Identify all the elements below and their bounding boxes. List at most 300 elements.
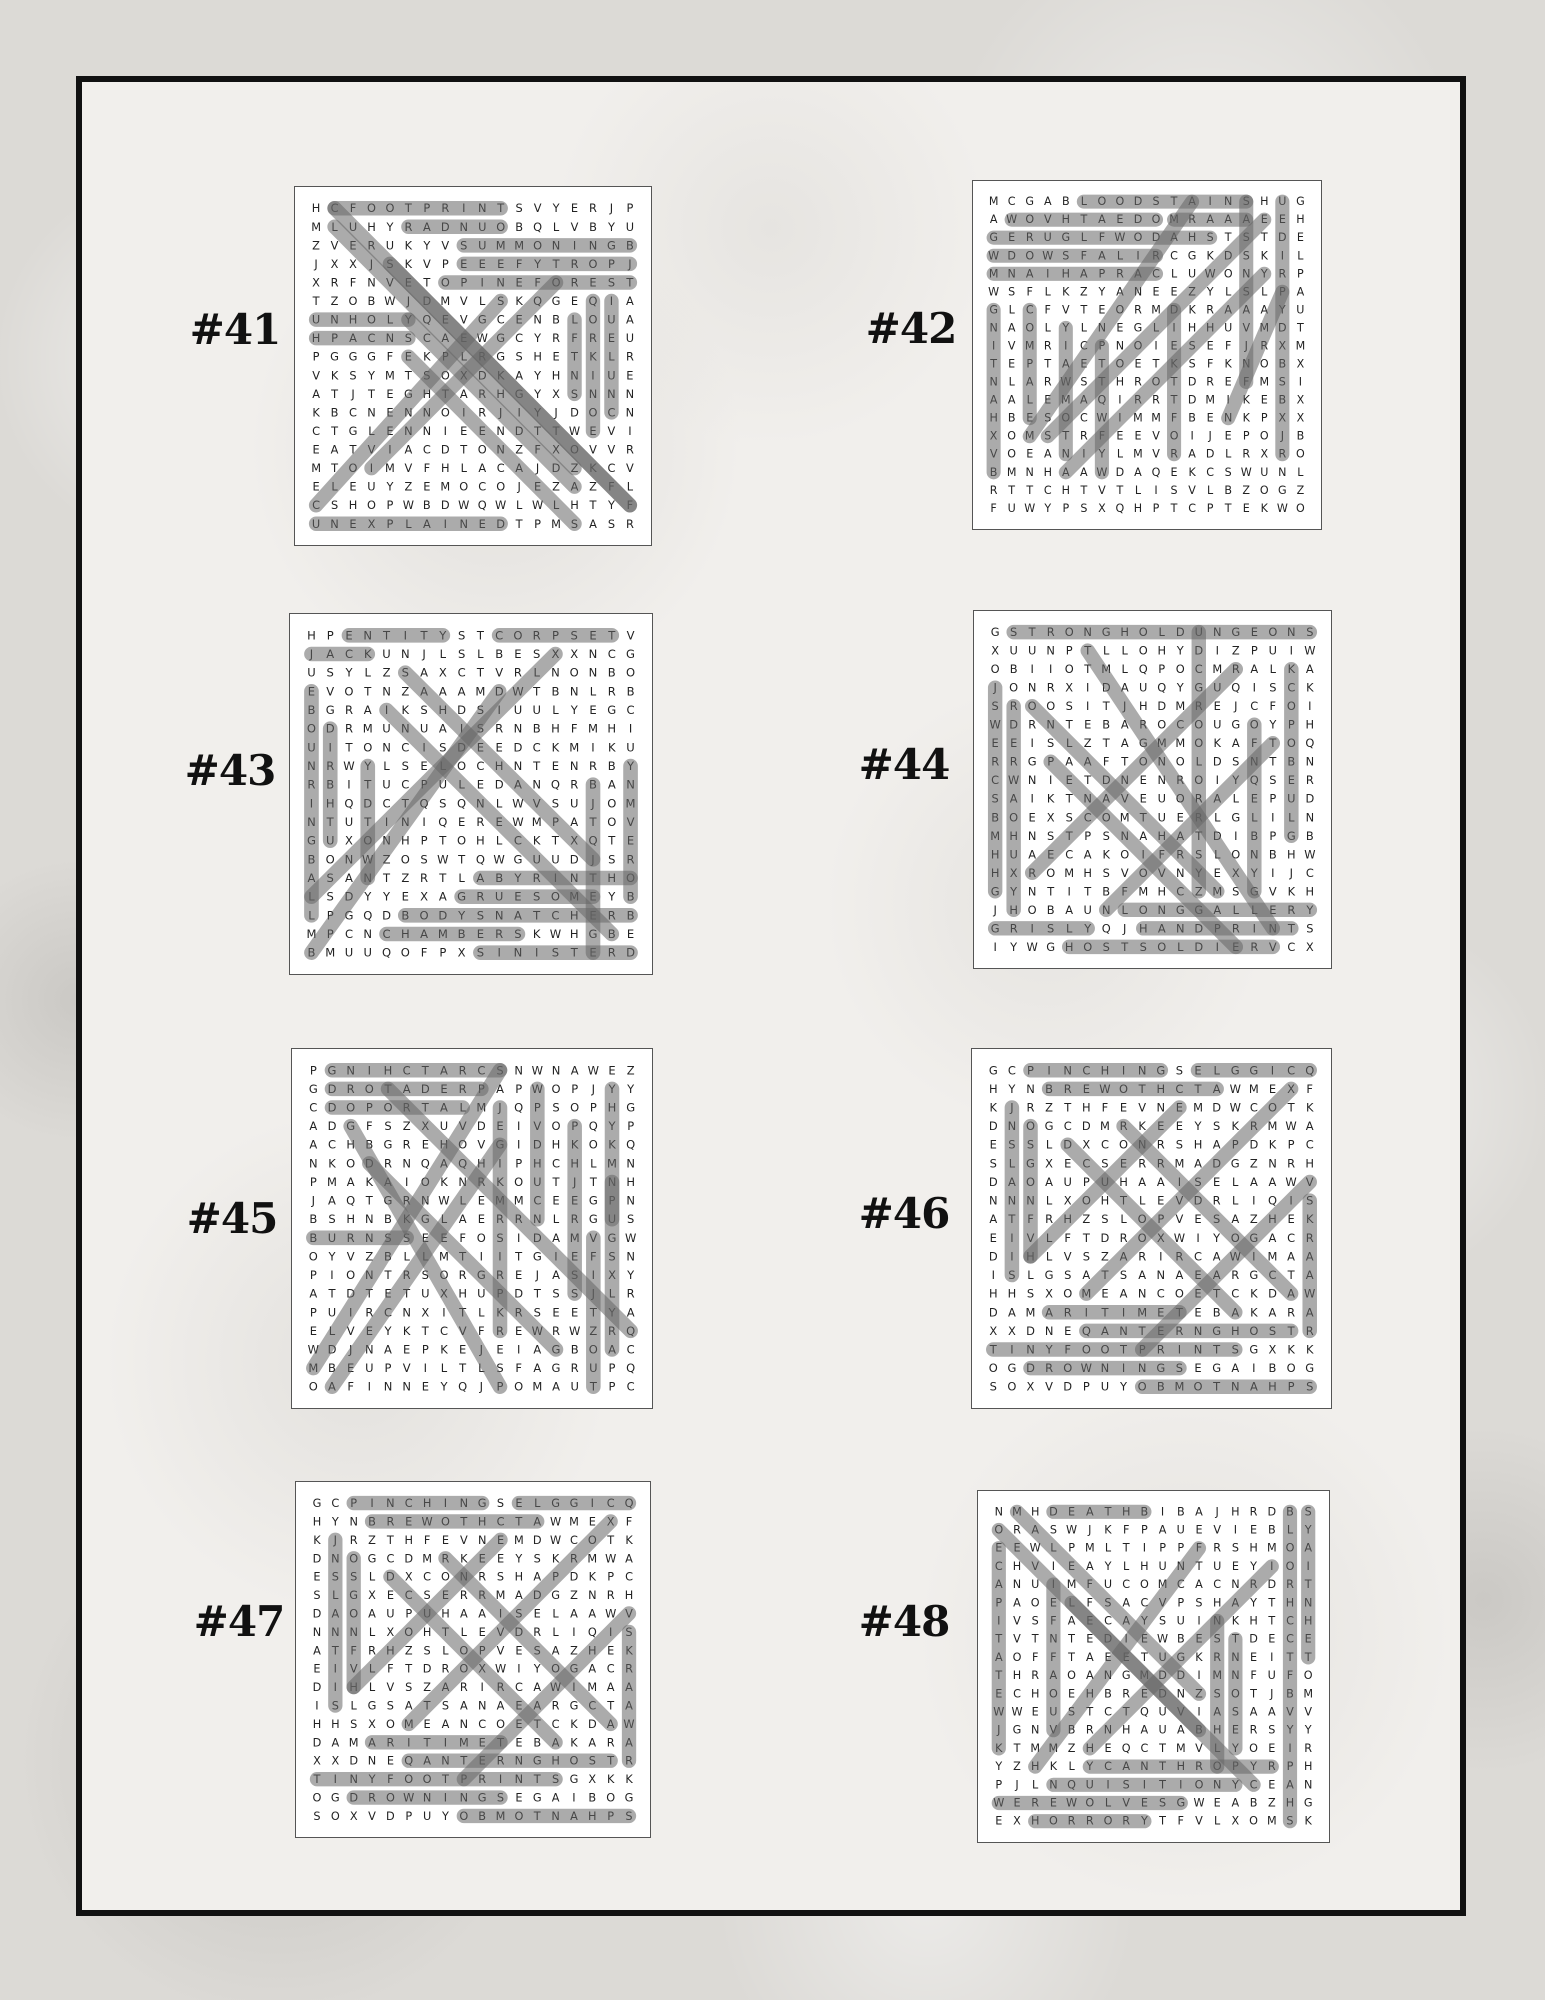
grid-letter: E xyxy=(552,1305,560,1320)
grid-letter: P xyxy=(1082,1379,1090,1394)
grid-letter: L xyxy=(1044,285,1051,299)
grid-letter: V xyxy=(346,1249,355,1264)
grid-letter: I xyxy=(1030,662,1034,677)
grid-letter: L xyxy=(1138,1193,1146,1208)
grid-letter: W xyxy=(568,423,581,438)
grid-letter: A xyxy=(1120,680,1129,695)
grid-letter: T xyxy=(1082,1230,1090,1245)
grid-letter: O xyxy=(1157,717,1167,732)
grid-letter: G xyxy=(1012,1723,1022,1737)
grid-letter: D xyxy=(457,703,467,717)
grid-letter: B xyxy=(533,1735,542,1750)
grid-letter: H xyxy=(988,1081,998,1096)
word-search-svg xyxy=(290,614,652,974)
grid-letter: B xyxy=(1224,483,1233,497)
grid-letter: Q xyxy=(588,1119,598,1134)
grid-letter: M xyxy=(495,1588,506,1603)
grid-letter: E xyxy=(1134,357,1142,371)
grid-letter: T xyxy=(476,665,484,680)
grid-letter: E xyxy=(386,386,394,401)
grid-letter: G xyxy=(1296,195,1305,209)
grid-letter: I xyxy=(404,1174,409,1189)
grid-letter: G xyxy=(1303,1796,1313,1810)
grid-letter: W xyxy=(549,927,562,941)
grid-letter: L xyxy=(1225,447,1232,461)
grid-letter: R xyxy=(476,815,485,829)
grid-letter: R xyxy=(1138,1156,1147,1171)
grid-letter: R xyxy=(552,1323,560,1338)
grid-letter: E xyxy=(1116,321,1124,335)
grid-letter: Z xyxy=(330,294,339,309)
grid-letter: M xyxy=(1193,1100,1203,1115)
grid-letter: A xyxy=(989,1212,998,1227)
grid-letter: E xyxy=(1250,1523,1258,1537)
grid-letter: R xyxy=(344,703,354,717)
grid-letter: E xyxy=(421,1379,429,1394)
grid-letter: S xyxy=(1080,375,1088,389)
grid-letter: J xyxy=(993,902,997,917)
grid-letter: E xyxy=(1268,1081,1277,1096)
grid-letter: N xyxy=(1115,339,1125,353)
grid-letter: Y xyxy=(570,703,578,717)
grid-letter: T xyxy=(1102,736,1110,751)
grid-letter: U xyxy=(386,1606,395,1621)
grid-letter: B xyxy=(1249,1796,1258,1810)
grid-letter: X xyxy=(330,256,339,271)
grid-letter: G xyxy=(1249,1342,1259,1357)
grid-letter: H xyxy=(1138,699,1148,714)
grid-letter: J xyxy=(517,479,521,494)
grid-letter: N xyxy=(458,1174,467,1189)
grid-letter: W xyxy=(568,1323,581,1338)
grid-letter: Z xyxy=(1083,736,1092,751)
grid-letter: A xyxy=(1085,1669,1094,1683)
grid-letter: R xyxy=(1085,1723,1094,1737)
grid-letter: V xyxy=(368,1808,376,1823)
grid-letter: H xyxy=(1121,1723,1131,1737)
grid-letter: N xyxy=(551,665,560,680)
grid-letter: O xyxy=(441,1569,450,1584)
grid-letter: R xyxy=(625,349,634,364)
grid-letter: E xyxy=(421,1137,429,1152)
grid-letter: O xyxy=(588,1137,598,1152)
grid-letter: L xyxy=(1120,1212,1127,1227)
grid-letter: Y xyxy=(1250,1596,1258,1610)
grid-letter: C xyxy=(439,1323,449,1338)
grid-letter: L xyxy=(460,1624,467,1639)
grid-letter: E xyxy=(496,1342,504,1357)
grid-letter: F xyxy=(1086,1596,1094,1610)
grid-letter: V xyxy=(1188,483,1196,497)
grid-letter: M xyxy=(569,1514,579,1529)
grid-letter: S xyxy=(1082,1249,1090,1264)
grid-letter: O xyxy=(1259,429,1269,443)
grid-letter: Q xyxy=(363,908,373,923)
grid-letter: I xyxy=(1252,1193,1256,1208)
grid-letter: S xyxy=(421,1268,429,1283)
grid-letter: J xyxy=(1208,429,1212,443)
grid-letter: L xyxy=(403,1249,410,1264)
grid-letter: H xyxy=(312,1716,322,1731)
grid-letter: O xyxy=(363,740,373,755)
grid-letter: R xyxy=(513,665,522,680)
grid-letter: O xyxy=(400,852,410,867)
grid-letter: J xyxy=(535,1268,540,1283)
grid-letter: W xyxy=(605,1606,617,1621)
grid-letter: E xyxy=(1213,1174,1221,1189)
grid-letter: A xyxy=(1250,662,1259,677)
grid-letter: H xyxy=(367,219,376,234)
grid-letter: L xyxy=(1123,1559,1130,1573)
grid-letter: F xyxy=(570,721,578,736)
grid-letter: I xyxy=(1196,1230,1200,1245)
grid-letter: A xyxy=(552,1230,560,1245)
grid-letter: Q xyxy=(346,1193,356,1208)
grid-letter: L xyxy=(1207,483,1214,497)
grid-letter: R xyxy=(1138,1249,1147,1264)
grid-letter: R xyxy=(1026,1100,1035,1115)
grid-letter: A xyxy=(1120,717,1129,732)
grid-letter: N xyxy=(994,1505,1003,1519)
grid-letter: M xyxy=(569,740,580,755)
grid-letter: M xyxy=(1175,699,1186,714)
grid-letter: M xyxy=(306,927,317,941)
grid-letter: F xyxy=(366,1119,373,1134)
grid-letter: O xyxy=(1007,447,1017,461)
grid-letter: O xyxy=(988,1361,998,1376)
grid-letter: Z xyxy=(404,479,413,494)
grid-letter: E xyxy=(1224,375,1232,389)
grid-letter: R xyxy=(606,1588,615,1603)
grid-letter: P xyxy=(1287,1137,1295,1152)
grid-letter: V xyxy=(1175,1212,1184,1227)
grid-letter: X xyxy=(991,643,1000,658)
grid-letter: V xyxy=(346,1323,355,1338)
grid-letter: E xyxy=(1213,865,1221,880)
grid-letter: S xyxy=(401,759,409,773)
grid-letter: Y xyxy=(1104,1559,1112,1573)
grid-letter: L xyxy=(1214,1814,1221,1828)
grid-letter: M xyxy=(514,1532,524,1547)
grid-letter: K xyxy=(1304,1814,1312,1828)
grid-letter: S xyxy=(1102,865,1110,880)
grid-letter: O xyxy=(1139,1578,1149,1592)
grid-letter: E xyxy=(1170,465,1178,479)
grid-letter: D xyxy=(569,852,579,867)
grid-letter: N xyxy=(1231,1578,1240,1592)
grid-letter: G xyxy=(308,1081,318,1096)
grid-letter: S xyxy=(1080,501,1088,515)
grid-letter: G xyxy=(607,703,617,717)
grid-letter: K xyxy=(532,833,541,848)
grid-letter: W xyxy=(1173,1230,1186,1245)
grid-letter: T xyxy=(331,423,339,438)
grid-letter: E xyxy=(420,759,428,773)
grid-letter: H xyxy=(404,1532,414,1547)
grid-letter: P xyxy=(1065,643,1073,658)
grid-letter: Z xyxy=(365,1249,374,1264)
grid-letter: C xyxy=(1305,1137,1314,1152)
grid-letter: T xyxy=(1031,1632,1039,1646)
grid-letter: A xyxy=(1260,303,1269,317)
grid-letter: K xyxy=(1260,501,1268,515)
grid-letter: F xyxy=(349,275,357,290)
grid-letter: S xyxy=(1064,1268,1072,1283)
grid-letter: L xyxy=(1121,643,1128,658)
grid-letter: I xyxy=(1270,1650,1274,1664)
grid-letter: K xyxy=(1305,1100,1314,1115)
grid-letter: I xyxy=(516,1137,521,1152)
grid-letter: K xyxy=(328,1156,336,1171)
grid-letter: G xyxy=(1027,754,1037,769)
grid-letter: U xyxy=(1158,1559,1167,1573)
grid-letter: F xyxy=(1269,699,1277,714)
grid-letter: K xyxy=(1287,1342,1295,1357)
grid-letter: N xyxy=(513,721,523,736)
grid-letter: A xyxy=(589,516,597,531)
grid-letter: B xyxy=(1176,1505,1185,1519)
grid-letter: U xyxy=(1009,643,1018,658)
grid-letter: A xyxy=(1065,754,1074,769)
grid-letter: B xyxy=(384,1212,392,1227)
grid-letter: Q xyxy=(1151,465,1161,479)
grid-letter: P xyxy=(607,1569,615,1584)
grid-letter: L xyxy=(1032,1778,1039,1792)
grid-letter: T xyxy=(405,1661,413,1676)
grid-letter: Y xyxy=(345,665,353,680)
grid-letter: D xyxy=(587,1716,597,1731)
grid-letter: O xyxy=(551,1081,561,1096)
grid-letter: U xyxy=(570,1379,579,1394)
grid-letter: B xyxy=(570,1342,579,1357)
grid-letter: K xyxy=(1231,1614,1240,1628)
grid-letter: S xyxy=(1026,1286,1035,1301)
grid-letter: H xyxy=(1287,847,1296,862)
grid-letter: D xyxy=(327,1119,337,1134)
grid-letter: E xyxy=(1287,1212,1295,1227)
grid-letter: H xyxy=(311,201,321,216)
grid-letter: N xyxy=(382,740,391,755)
grid-letter: W xyxy=(384,294,396,309)
grid-letter: F xyxy=(423,461,431,476)
grid-letter: K xyxy=(1188,465,1196,479)
grid-letter: D xyxy=(1026,1323,1035,1338)
grid-letter: O xyxy=(1030,1596,1040,1610)
puzzle-grid-43 xyxy=(289,613,653,975)
grid-letter: P xyxy=(1062,501,1070,515)
grid-letter: E xyxy=(403,1342,411,1357)
grid-letter: N xyxy=(1044,1323,1054,1338)
grid-letter: S xyxy=(989,1379,997,1394)
grid-letter: T xyxy=(1170,501,1178,515)
grid-letter: T xyxy=(1084,662,1092,677)
grid-letter: I xyxy=(591,740,595,755)
grid-letter: P xyxy=(1082,1174,1090,1189)
grid-letter: E xyxy=(309,1323,317,1338)
grid-letter: T xyxy=(349,442,357,457)
grid-letter: E xyxy=(421,1230,429,1245)
grid-letter: W xyxy=(495,498,507,513)
grid-letter: D xyxy=(349,1753,359,1768)
grid-letter: M xyxy=(1138,884,1149,899)
grid-letter: S xyxy=(313,1588,321,1603)
grid-letter: H xyxy=(1249,1541,1258,1555)
grid-letter: E xyxy=(515,1735,523,1750)
grid-letter: G xyxy=(348,349,358,364)
grid-letter: M xyxy=(1266,1814,1277,1828)
grid-letter: G xyxy=(348,423,358,438)
grid-letter: M xyxy=(1151,303,1161,317)
grid-letter: K xyxy=(460,1551,468,1566)
grid-letter: R xyxy=(1212,1193,1221,1208)
grid-letter: M xyxy=(1100,1119,1110,1134)
grid-letter: U xyxy=(1157,791,1166,806)
grid-letter: B xyxy=(1046,902,1055,917)
grid-letter: U xyxy=(363,945,372,960)
grid-letter: R xyxy=(607,684,616,699)
grid-letter: E xyxy=(1119,1100,1128,1115)
grid-letter: X xyxy=(1098,501,1106,515)
grid-letter: A xyxy=(312,386,320,401)
grid-letter: V xyxy=(1013,1632,1021,1646)
grid-letter: Y xyxy=(1304,1723,1312,1737)
grid-letter: Q xyxy=(381,945,392,960)
grid-letter: O xyxy=(551,1119,561,1134)
grid-letter: F xyxy=(625,1514,633,1529)
grid-letter: S xyxy=(1031,1614,1039,1628)
grid-letter: E xyxy=(401,889,409,904)
grid-letter: L xyxy=(1080,321,1087,335)
grid-letter: C xyxy=(496,461,505,476)
grid-letter: S xyxy=(441,1698,450,1713)
grid-letter: S xyxy=(386,1698,394,1713)
grid-letter: A xyxy=(1085,1559,1094,1573)
grid-letter: N xyxy=(400,647,410,661)
grid-letter: T xyxy=(367,386,375,401)
grid-letter: D xyxy=(1063,1379,1073,1394)
grid-letter: E xyxy=(1206,411,1214,425)
grid-letter: U xyxy=(570,796,579,811)
grid-letter: Z xyxy=(312,238,320,253)
grid-letter: E xyxy=(607,1643,615,1658)
grid-letter: N xyxy=(1027,884,1037,899)
grid-letter: N xyxy=(1137,1286,1147,1301)
grid-letter: H xyxy=(1007,1286,1017,1301)
grid-letter: Q xyxy=(626,1137,636,1152)
grid-letter: A xyxy=(533,1569,542,1584)
grid-letter: T xyxy=(607,1698,615,1713)
grid-letter: I xyxy=(1197,1705,1201,1719)
grid-letter: E xyxy=(1086,1632,1094,1646)
grid-letter: A xyxy=(1013,1596,1021,1610)
grid-letter: B xyxy=(607,759,616,773)
grid-letter: E xyxy=(1268,1778,1276,1792)
grid-letter: I xyxy=(1271,810,1275,825)
grid-letter: G xyxy=(588,1212,598,1227)
grid-letter: G xyxy=(588,1193,598,1208)
grid-letter: T xyxy=(1224,501,1232,515)
grid-letter: A xyxy=(606,1680,615,1695)
grid-letter: W xyxy=(343,759,355,773)
grid-letter: W xyxy=(1229,1081,1241,1096)
grid-letter: M xyxy=(475,684,486,699)
grid-letter: S xyxy=(496,1496,505,1511)
grid-letter: L xyxy=(1027,1268,1034,1283)
grid-letter: N xyxy=(477,1532,487,1547)
puzzle-grid-44 xyxy=(973,610,1332,969)
grid-letter: O xyxy=(569,665,579,680)
grid-letter: P xyxy=(1260,411,1268,425)
grid-letter: O xyxy=(477,442,487,457)
grid-letter: A xyxy=(989,213,998,227)
grid-letter: L xyxy=(1170,267,1178,281)
grid-letter: N xyxy=(1305,754,1315,769)
grid-letter: Y xyxy=(627,1081,635,1096)
grid-letter: E xyxy=(1104,1741,1112,1755)
grid-letter: B xyxy=(589,219,597,234)
grid-letter: N xyxy=(1027,828,1037,843)
grid-letter: W xyxy=(476,331,488,346)
grid-letter: B xyxy=(1102,884,1111,899)
grid-letter: E xyxy=(441,1532,450,1547)
grid-letter: W xyxy=(1304,847,1316,862)
grid-letter: I xyxy=(517,1661,521,1676)
grid-letter: A xyxy=(478,1606,487,1621)
grid-letter: A xyxy=(551,1643,560,1658)
grid-letter: E xyxy=(1194,1305,1202,1320)
grid-letter: Q xyxy=(477,498,487,513)
grid-letter: J xyxy=(591,1081,596,1096)
grid-letter: C xyxy=(401,740,410,755)
grid-letter: K xyxy=(365,1174,374,1189)
grid-letter: P xyxy=(627,1119,635,1134)
grid-letter: C xyxy=(457,665,466,680)
grid-letter: H xyxy=(551,368,561,383)
grid-letter: F xyxy=(478,1323,485,1338)
grid-letter: T xyxy=(1044,357,1052,371)
grid-letter: H xyxy=(1157,884,1167,899)
grid-letter: C xyxy=(386,1551,395,1566)
grid-letter: L xyxy=(552,703,559,717)
grid-letter: A xyxy=(457,684,466,699)
grid-letter: S xyxy=(1159,1614,1167,1628)
grid-letter: B xyxy=(1212,1305,1221,1320)
grid-letter: H xyxy=(331,1716,340,1731)
grid-letter: U xyxy=(1213,1559,1222,1573)
grid-letter: Q xyxy=(587,1624,597,1639)
grid-letter: E xyxy=(1231,1559,1239,1573)
grid-letter: N xyxy=(551,1063,561,1078)
grid-letter: A xyxy=(459,1698,468,1713)
grid-letter: D xyxy=(1157,699,1167,714)
grid-letter: I xyxy=(1159,1249,1163,1264)
grid-letter: N xyxy=(1278,465,1287,479)
grid-letter: K xyxy=(1260,249,1268,263)
grid-letter: P xyxy=(626,201,634,216)
grid-letter: Y xyxy=(607,498,615,513)
grid-letter: X xyxy=(1026,1379,1035,1394)
grid-letter: A xyxy=(1080,465,1088,479)
grid-letter: A xyxy=(1231,1361,1240,1376)
grid-letter: Z xyxy=(589,479,597,494)
grid-letter: H xyxy=(422,1624,432,1639)
grid-letter: L xyxy=(1121,662,1128,677)
grid-letter: E xyxy=(1170,285,1178,299)
grid-letter: H xyxy=(1212,1596,1222,1610)
grid-letter: L xyxy=(552,219,560,234)
grid-letter: W xyxy=(550,1514,562,1529)
grid-letter: A xyxy=(588,1606,597,1621)
